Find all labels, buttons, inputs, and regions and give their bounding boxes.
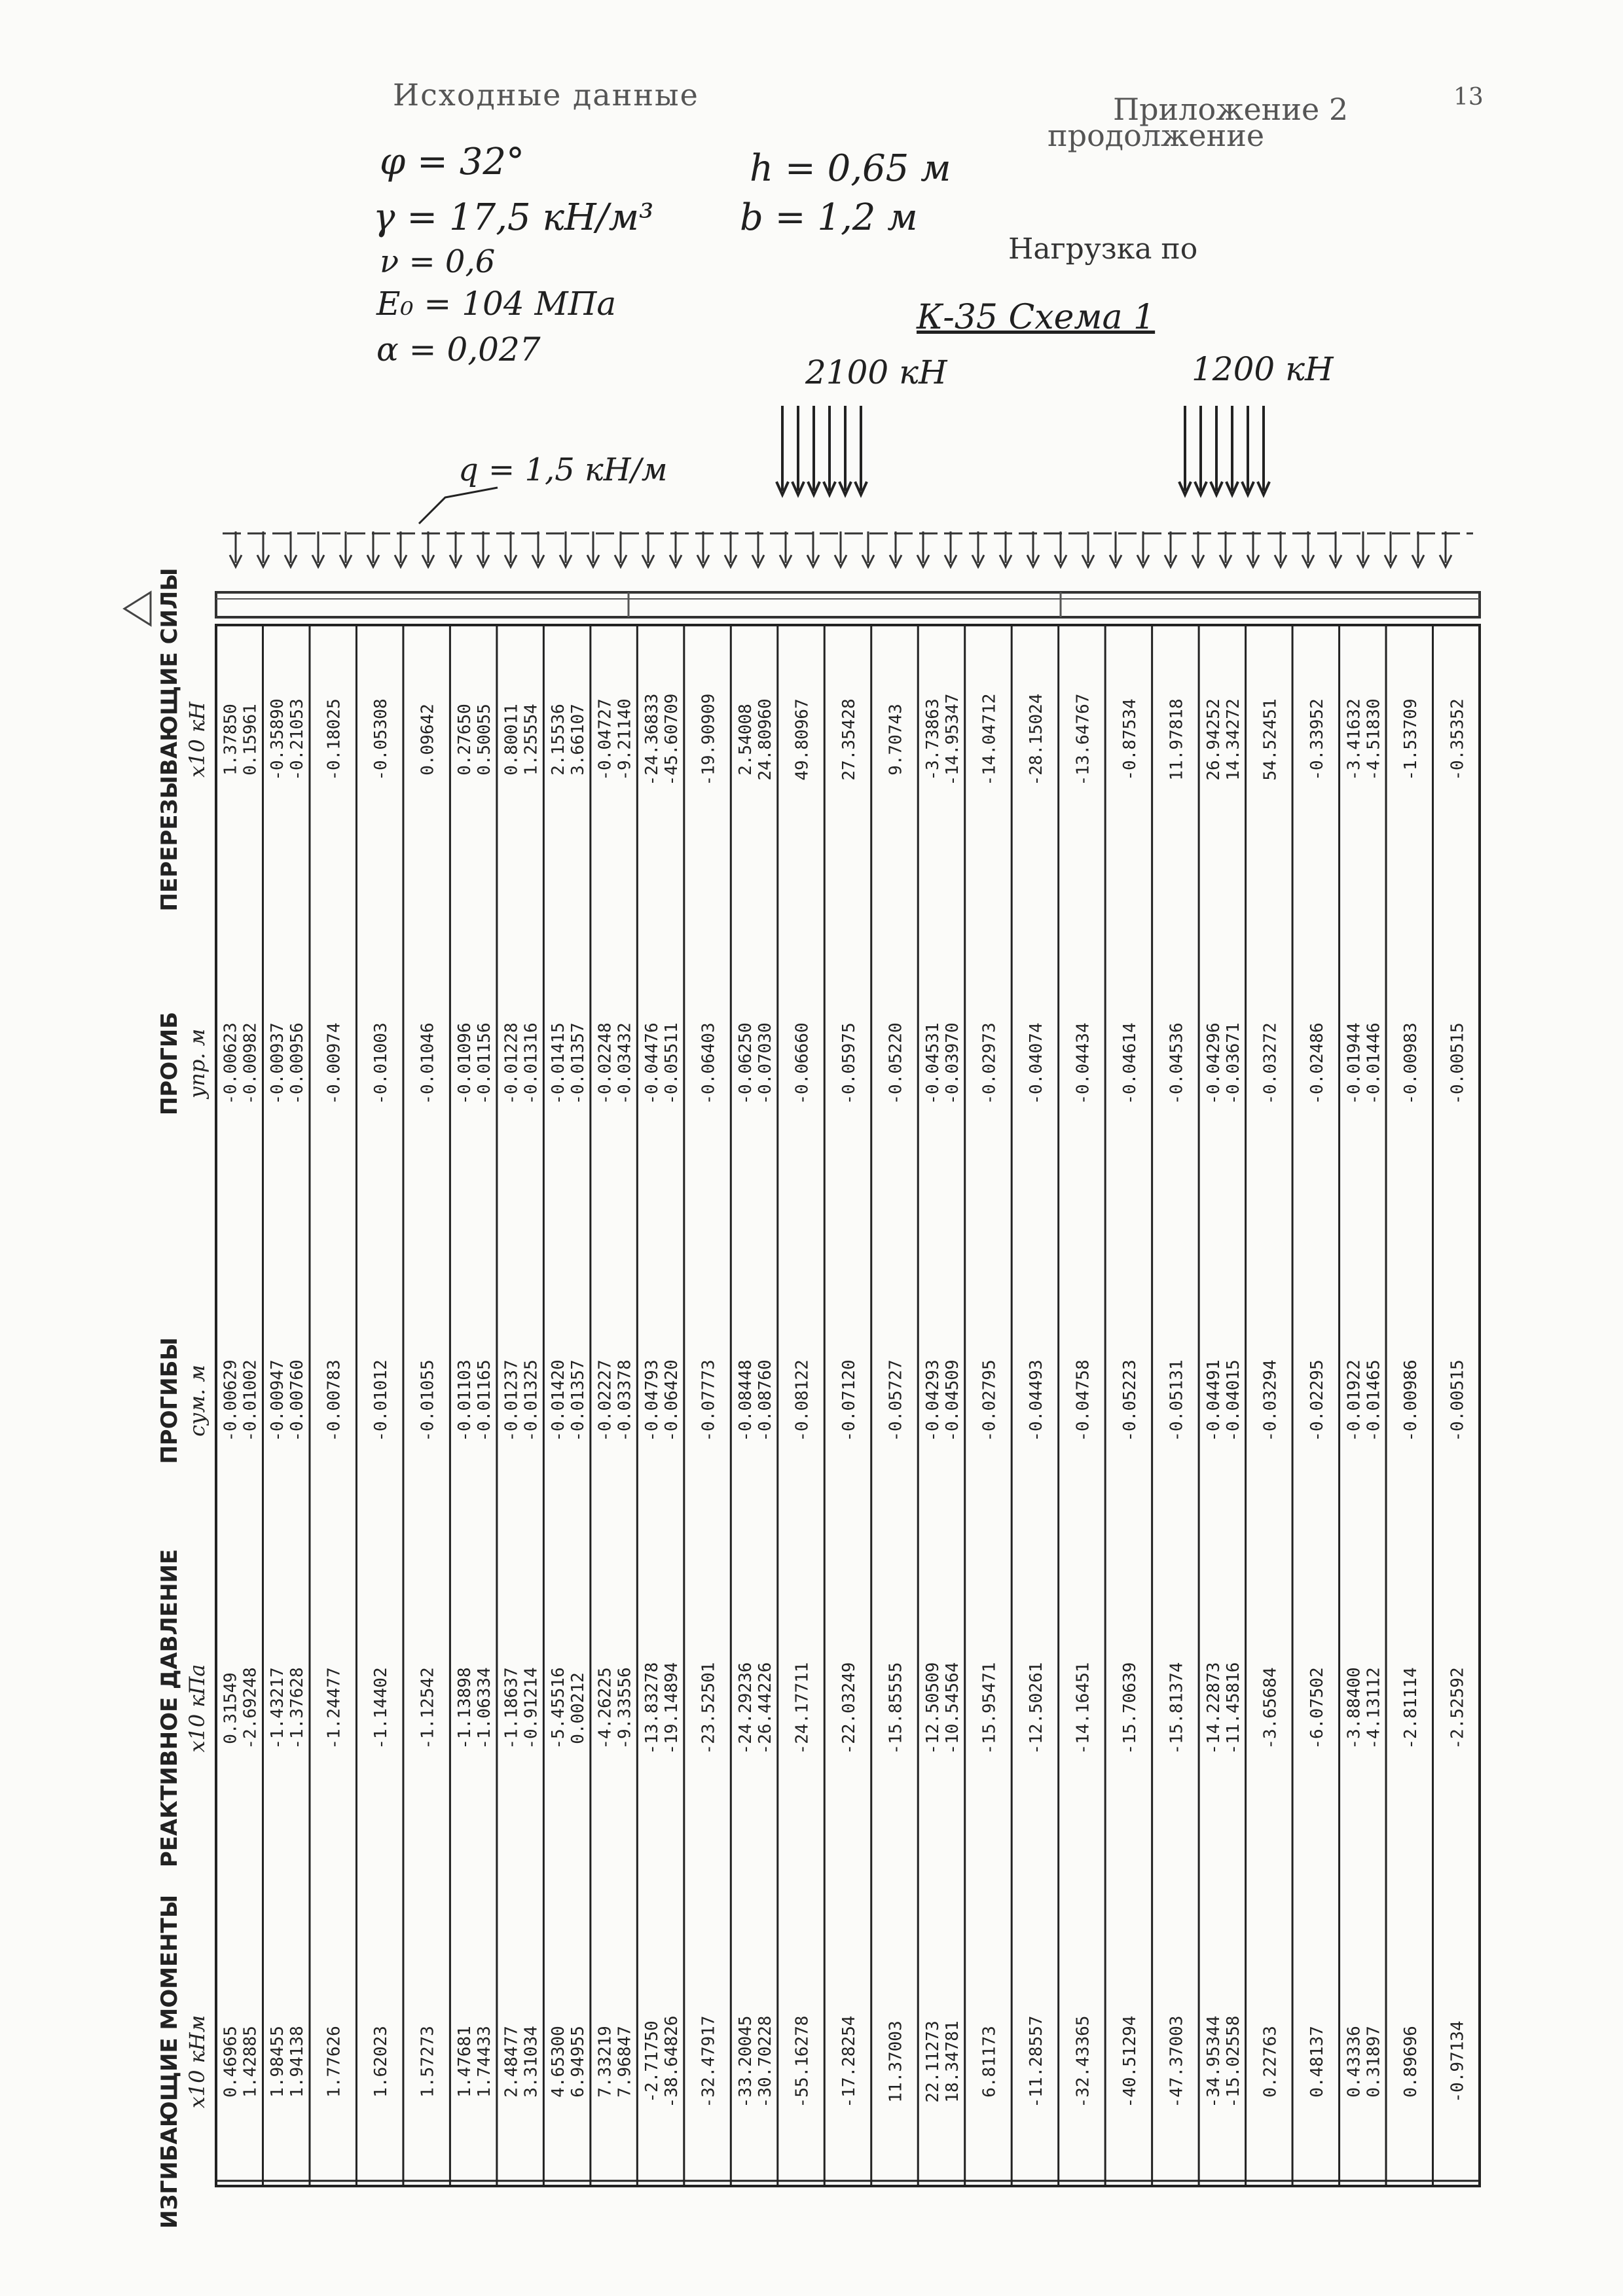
table-cell-shear: 26.94252 — [1203, 698, 1224, 781]
table-cell-pressure: -13.83278 — [642, 1662, 663, 1755]
table-cell-pressure: -3.88400 — [1344, 1667, 1364, 1749]
table-cell-shear: -0.18025 — [324, 698, 344, 781]
table-cell-elastic: -0.07030 — [756, 1022, 776, 1105]
param-e0: E₀ = 104 МПа — [376, 285, 617, 323]
table-cell-moments: 1.94138 — [287, 2026, 308, 2098]
table-cell-moments: 0.48137 — [1307, 2026, 1327, 2098]
table-cell-moments: 11.37003 — [886, 2020, 906, 2103]
table-cell-pressure: -1.14402 — [371, 1667, 392, 1749]
table-cell-elastic: -0.01228 — [501, 1022, 522, 1105]
table-cell-moments: -30.70228 — [756, 2015, 776, 2108]
table-cell-shear: -3.41632 — [1344, 698, 1364, 781]
table-cell-moments: 0.46965 — [221, 2026, 241, 2098]
table-cell-pressure: -2.69248 — [240, 1667, 261, 1749]
table-cell-shear: -45.60709 — [662, 693, 682, 786]
column-subheader-y: упр. м — [185, 1028, 210, 1099]
column-subheader-m: х10 кНм — [185, 2015, 210, 2109]
table-cell-elastic: -0.00623 — [221, 1022, 241, 1105]
table-cell-shear: -0.35352 — [1448, 698, 1468, 781]
table-cell-pressure: -9.33556 — [615, 1667, 635, 1749]
table-cell-shear: -14.95347 — [942, 693, 962, 786]
table-cell-elastic: -0.06250 — [736, 1022, 756, 1105]
table-cell-sum_defl: -0.08760 — [756, 1359, 776, 1442]
table-cell-moments: 1.77626 — [324, 2026, 344, 2098]
table-cell-pressure: 0.31549 — [221, 1672, 241, 1744]
table-cell-elastic: -0.00937 — [268, 1022, 288, 1105]
table-cell-pressure: -1.37628 — [287, 1667, 308, 1749]
table-cell-pressure: -4.13112 — [1364, 1667, 1384, 1749]
table-cell-shear: 2.54008 — [736, 704, 756, 776]
table-cell-elastic: -0.02248 — [595, 1022, 615, 1105]
table-cell-moments: 0.31897 — [1364, 2026, 1384, 2098]
column-header-y: ПРОГИБ — [156, 1011, 183, 1116]
table-cell-sum_defl: -0.02227 — [595, 1359, 615, 1442]
table-cell-elastic: -0.04614 — [1120, 1022, 1140, 1105]
table-cell-moments: 1.62023 — [371, 2026, 392, 2098]
table-cell-pressure: -1.43217 — [268, 1667, 288, 1749]
table-cell-pressure: -11.45816 — [1223, 1662, 1243, 1755]
table-cell-elastic: -0.05511 — [662, 1022, 682, 1105]
table-cell-shear: -4.51830 — [1364, 698, 1384, 781]
table-cell-shear: 3.66107 — [568, 704, 589, 776]
table-cell-pressure: -1.12542 — [418, 1667, 438, 1749]
table-cell-pressure: -1.24477 — [324, 1667, 344, 1749]
page-number: 13 — [1453, 84, 1484, 111]
table-cell-shear: 49.80967 — [792, 698, 812, 781]
table-cell-moments: 1.47681 — [455, 2026, 475, 2098]
column-header-s: ПРОГИБЫ — [156, 1337, 183, 1464]
table-cell-moments: -17.28254 — [839, 2015, 859, 2108]
table-cell-elastic: -0.00956 — [287, 1022, 308, 1105]
table-cells — [221, 694, 1468, 2108]
table-cell-shear: -1.53709 — [1400, 698, 1421, 781]
table-cell-elastic: -0.01944 — [1344, 1022, 1364, 1105]
table-cell-pressure: -3.65684 — [1260, 1667, 1281, 1749]
table-cell-pressure: -12.50509 — [922, 1662, 943, 1755]
table-cell-sum_defl: -0.03378 — [615, 1359, 635, 1442]
table-cell-moments: 1.98455 — [268, 2026, 288, 2098]
table-cell-sum_defl: -0.02795 — [979, 1359, 1000, 1442]
table-cell-pressure: -1.06334 — [475, 1667, 495, 1749]
column-header-q: ПЕРЕРЕЗЫВАЮЩИЕ СИЛЫ — [156, 567, 183, 912]
table-cell-elastic: -0.01156 — [475, 1022, 495, 1105]
load-caption: Нагрузка по — [1008, 232, 1198, 266]
table-cell-sum_defl: -0.01012 — [371, 1359, 392, 1442]
beam — [124, 592, 1480, 625]
appendix-label: Приложение 2 — [1113, 92, 1349, 127]
table-cell-shear: 54.52451 — [1260, 698, 1281, 781]
table-cell-sum_defl: -0.01420 — [549, 1359, 569, 1442]
table-cell-pressure: -12.50261 — [1026, 1662, 1046, 1755]
table-cell-moments: -32.43365 — [1073, 2015, 1093, 2108]
table-cell-pressure: -19.14894 — [662, 1662, 682, 1755]
table-cell-sum_defl: -0.05727 — [886, 1359, 906, 1442]
table-cell-shear: 27.35428 — [839, 698, 859, 781]
table-cell-pressure: -23.52501 — [699, 1662, 719, 1755]
table-cell-shear: 1.37850 — [221, 704, 241, 776]
table-cell-moments: -47.37003 — [1167, 2015, 1187, 2108]
table-cell-sum_defl: -0.01237 — [501, 1359, 522, 1442]
param-gamma: γ = 17,5 кН/м³ — [373, 196, 654, 239]
table-cell-moments: -33.20045 — [736, 2015, 756, 2108]
table-cell-shear: 9.70743 — [886, 704, 906, 776]
table-cell-moments: 6.94955 — [568, 2026, 589, 2098]
param-h: h = 0,65 м — [750, 147, 951, 190]
table-cell-shear: -0.05308 — [371, 698, 392, 781]
table-cell-shear: -9.21140 — [615, 698, 635, 781]
table-cell-shear: -13.64767 — [1073, 693, 1093, 786]
table-cell-pressure: -24.29236 — [736, 1662, 756, 1755]
table-cell-sum_defl: -0.01325 — [521, 1359, 541, 1442]
table-cell-moments: -2.71750 — [642, 2020, 663, 2103]
table-cell-moments: 2.48477 — [501, 2026, 522, 2098]
table-cell-elastic: -0.04434 — [1073, 1022, 1093, 1105]
column-headers — [156, 568, 210, 2229]
table-cell-sum_defl: -0.00515 — [1448, 1359, 1468, 1442]
table-cell-shear: 0.50055 — [475, 704, 495, 776]
load-right-value: 1200 кН — [1192, 350, 1334, 388]
table-cell-sum_defl: -0.02295 — [1307, 1359, 1327, 1442]
table-cell-elastic: -0.04536 — [1167, 1022, 1187, 1105]
table-cell-elastic: -0.04476 — [642, 1022, 663, 1105]
table-cell-elastic: -0.00974 — [324, 1022, 344, 1105]
table-cell-elastic: -0.01003 — [371, 1022, 392, 1105]
table-cell-elastic: -0.01316 — [521, 1022, 541, 1105]
column-header-p: РЕАКТИВНОЕ ДАВЛЕНИЕ — [156, 1549, 183, 1868]
table-cell-sum_defl: -0.00783 — [324, 1359, 344, 1442]
table-cell-sum_defl: -0.03294 — [1260, 1359, 1281, 1442]
table-cell-moments: 0.43336 — [1344, 2026, 1364, 2098]
table-cell-shear: 0.80011 — [501, 704, 522, 776]
table-cell-sum_defl: -0.05131 — [1167, 1359, 1187, 1442]
table-cell-pressure: -5.45516 — [549, 1667, 569, 1749]
param-b: b = 1,2 м — [740, 196, 918, 239]
table-cell-pressure: -14.22873 — [1203, 1662, 1224, 1755]
table-cell-moments: 7.96847 — [615, 2026, 635, 2098]
table-cell-pressure: -1.13898 — [455, 1667, 475, 1749]
table-cell-sum_defl: -0.01465 — [1364, 1359, 1384, 1442]
table-cell-pressure: -4.26225 — [595, 1667, 615, 1749]
table-cell-elastic: -0.01446 — [1364, 1022, 1384, 1105]
table-cell-pressure: 0.00212 — [568, 1672, 589, 1744]
table-cell-moments: 3.31034 — [521, 2026, 541, 2098]
table-cell-pressure: -15.70639 — [1120, 1662, 1140, 1755]
table-cell-shear: -3.73863 — [922, 698, 943, 781]
table-cell-pressure: -22.03249 — [839, 1662, 859, 1755]
table-cell-elastic: -0.03970 — [942, 1022, 962, 1105]
table-cell-pressure: -2.52592 — [1448, 1667, 1468, 1749]
table-cell-pressure: -15.81374 — [1167, 1662, 1187, 1755]
table-cell-sum_defl: -0.04491 — [1203, 1359, 1224, 1442]
table-cell-shear: 0.15961 — [240, 704, 261, 776]
table-cell-elastic: -0.06660 — [792, 1022, 812, 1105]
table-cell-elastic: -0.01046 — [418, 1022, 438, 1105]
table-cell-elastic: -0.02973 — [979, 1022, 1000, 1105]
table-cell-moments: 22.11273 — [922, 2020, 943, 2103]
table-cell-elastic: -0.00982 — [240, 1022, 261, 1105]
table-cell-sum_defl: -0.01922 — [1344, 1359, 1364, 1442]
table-cell-sum_defl: -0.04509 — [942, 1359, 962, 1442]
table-cell-moments: 7.33219 — [595, 2026, 615, 2098]
table-cell-sum_defl: -0.08122 — [792, 1359, 812, 1442]
table-cell-sum_defl: -0.00947 — [268, 1359, 288, 1442]
distributed-load-label: q = 1,5 кН/м — [458, 452, 668, 488]
table-cell-pressure: -15.95471 — [979, 1662, 1000, 1755]
table-cell-elastic: -0.02486 — [1307, 1022, 1327, 1105]
table-cell-sum_defl: -0.00986 — [1400, 1359, 1421, 1442]
table-cell-pressure: -2.81114 — [1400, 1667, 1421, 1749]
table-cell-shear: -0.33952 — [1307, 698, 1327, 781]
table-cell-moments: 1.74433 — [475, 2026, 495, 2098]
param-phi: φ = 32° — [380, 141, 524, 183]
table-cell-pressure: -15.85555 — [886, 1662, 906, 1755]
table-cell-moments: -15.02558 — [1223, 2015, 1243, 2108]
table-cell-elastic: -0.05220 — [886, 1022, 906, 1105]
param-nu: ν = 0,6 — [380, 243, 496, 280]
table-cell-moments: -11.28557 — [1026, 2015, 1046, 2108]
table-cell-shear: -28.15024 — [1026, 693, 1046, 786]
table-cell-shear: -19.90909 — [699, 693, 719, 786]
column-header-m: ИЗГИБАЮЩИЕ МОМЕНТЫ — [156, 1894, 183, 2229]
table-cell-elastic: -0.01415 — [549, 1022, 569, 1105]
table-cell-moments: 0.22763 — [1260, 2026, 1281, 2098]
table-cell-elastic: -0.03432 — [615, 1022, 635, 1105]
column-subheader-p: х10 кПа — [185, 1664, 210, 1753]
table-cell-sum_defl: -0.00629 — [221, 1359, 241, 1442]
table-cell-moments: 6.81173 — [979, 2026, 1000, 2098]
table-cell-moments: 18.34781 — [942, 2020, 962, 2103]
table-cell-sum_defl: -0.04293 — [922, 1359, 943, 1442]
table-cell-moments: -0.97134 — [1448, 2020, 1468, 2103]
table-cell-moments: -34.95344 — [1203, 2015, 1224, 2108]
table-cell-sum_defl: -0.01103 — [455, 1359, 475, 1442]
table-cell-shear: -0.87534 — [1120, 698, 1140, 781]
table-cell-shear: -14.04712 — [979, 693, 1000, 786]
table-cell-sum_defl: -0.01357 — [568, 1359, 589, 1442]
table-cell-elastic: -0.04296 — [1203, 1022, 1224, 1105]
table-cell-shear: -0.04727 — [595, 698, 615, 781]
table-cell-elastic: -0.04531 — [922, 1022, 943, 1105]
table-cell-sum_defl: -0.04758 — [1073, 1359, 1093, 1442]
table-cell-sum_defl: -0.04793 — [642, 1359, 663, 1442]
table-cell-shear: 0.27650 — [455, 704, 475, 776]
table-cell-moments: 1.57273 — [418, 2026, 438, 2098]
table-cell-sum_defl: -0.05223 — [1120, 1359, 1140, 1442]
table-cell-shear: -0.21053 — [287, 698, 308, 781]
table-cell-pressure: -10.54564 — [942, 1662, 962, 1755]
beam-support — [124, 592, 151, 625]
table-cell-shear: 11.97818 — [1167, 698, 1187, 781]
header-title: Исходные данные — [393, 77, 699, 113]
table-cell-elastic: -0.00983 — [1400, 1022, 1421, 1105]
q-leader — [419, 488, 498, 524]
table-cell-pressure: -14.16451 — [1073, 1662, 1093, 1755]
table-cell-elastic: -0.06403 — [699, 1022, 719, 1105]
table-cell-sum_defl: -0.04015 — [1223, 1359, 1243, 1442]
table-cell-elastic: -0.05975 — [839, 1022, 859, 1105]
table-cell-pressure: -26.44226 — [756, 1662, 776, 1755]
table-cell-sum_defl: -0.07773 — [699, 1359, 719, 1442]
table-cell-elastic: -0.04074 — [1026, 1022, 1046, 1105]
column-subheader-s: сум. м — [185, 1365, 210, 1437]
load-left-value: 2100 кН — [805, 353, 947, 391]
continuation-label: продолжение — [1048, 118, 1265, 153]
table-cell-pressure: -1.18637 — [501, 1667, 522, 1749]
column-subheader-q: х10 кН — [185, 702, 210, 778]
table-cell-elastic: -0.00515 — [1448, 1022, 1468, 1105]
table-cell-shear: 2.15536 — [549, 704, 569, 776]
table-cell-moments: -38.64826 — [662, 2015, 682, 2108]
table-cell-elastic: -0.01096 — [455, 1022, 475, 1105]
table-cell-elastic: -0.01357 — [568, 1022, 589, 1105]
beam-outline — [216, 592, 1480, 617]
table-cell-sum_defl: -0.08448 — [736, 1359, 756, 1442]
table-cell-shear: 1.25554 — [521, 704, 541, 776]
table-cell-elastic: -0.03272 — [1260, 1022, 1281, 1105]
table-cell-sum_defl: -0.01055 — [418, 1359, 438, 1442]
load-arrows — [223, 406, 1473, 567]
table-cell-sum_defl: -0.01002 — [240, 1359, 261, 1442]
table-cell-moments: -55.16278 — [792, 2015, 812, 2108]
table-cell-sum_defl: -0.00760 — [287, 1359, 308, 1442]
table-cell-sum_defl: -0.04493 — [1026, 1359, 1046, 1442]
table-cell-moments: 1.42885 — [240, 2026, 261, 2098]
table-cell-sum_defl: -0.01165 — [475, 1359, 495, 1442]
table-cell-sum_defl: -0.06420 — [662, 1359, 682, 1442]
table-cell-pressure: -6.07502 — [1307, 1667, 1327, 1749]
table-cell-shear: 24.80960 — [756, 698, 776, 781]
table-cell-pressure: -0.91214 — [521, 1667, 541, 1749]
table-cell-elastic: -0.03671 — [1223, 1022, 1243, 1105]
table-cell-shear: 0.09642 — [418, 704, 438, 776]
table-cell-shear: 14.34272 — [1223, 698, 1243, 781]
table-cell-moments: -32.47917 — [699, 2015, 719, 2108]
table-cell-sum_defl: -0.07120 — [839, 1359, 859, 1442]
table-cell-shear: -24.36833 — [642, 693, 663, 786]
table-cell-moments: 4.65300 — [549, 2026, 569, 2098]
table-cell-pressure: -24.17711 — [792, 1662, 812, 1755]
scheme-label: К-35 Схема 1 — [917, 298, 1156, 337]
table-cell-moments: 0.89696 — [1400, 2026, 1421, 2098]
table-cell-moments: -40.51294 — [1120, 2015, 1140, 2108]
param-alpha: α = 0,027 — [376, 331, 541, 368]
table-cell-shear: -0.35890 — [268, 698, 288, 781]
